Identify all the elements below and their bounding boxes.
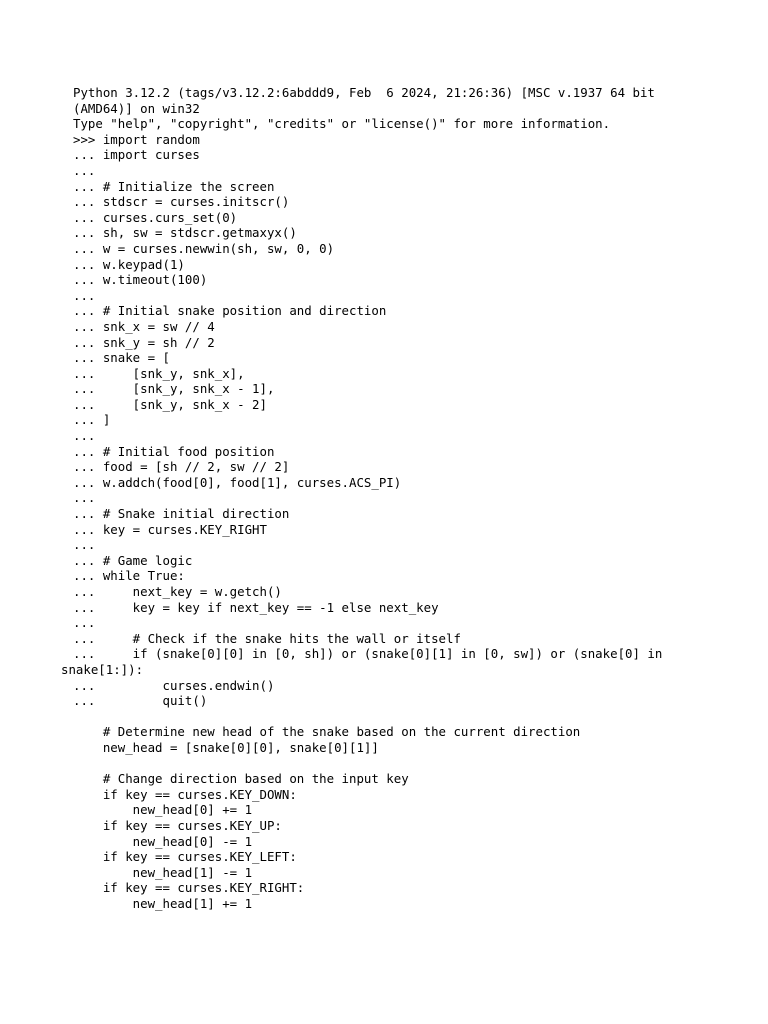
console-line: ... w.timeout(100) [73,272,208,288]
console-line: ... w.keypad(1) [73,256,185,272]
console-line: ... w.addch(food[0], food[1], curses.ACS_PI) [73,474,402,490]
console-line: ... curses.curs_set(0) [73,209,238,225]
console-line: ... [snk_y, snk_x - 1], [73,381,275,397]
console-line: ... quit() [73,693,208,709]
console-line: ... next_key = w.getch() [73,584,282,599]
console-line: ... food = [sh // 2, sw // 2] [73,459,290,475]
console-line [73,756,723,772]
console-line: new_head = [snake[0][0], snake[0][1]] [73,739,379,755]
console-line: ... # Snake initial direction [73,506,290,522]
console-line: ... sh, sw = stdscr.getmaxyx() [73,225,297,241]
console-line: if key == curses.KEY_LEFT: [73,849,297,865]
console-line: ... [73,162,96,178]
console-line: ... key = curses.KEY_RIGHT [73,521,267,537]
console-line: ... snk_x = sw // 4 [73,318,215,334]
console-line: ... ] [73,412,111,428]
console-line: ... w = curses.newwin(sh, sw, 0, 0) [73,240,335,256]
console-line [73,709,723,725]
console-line: # Determine new head of the snake based on the current direction [73,724,581,740]
console-line: ... [73,287,96,303]
console-line: ... stdscr = curses.initscr() [73,194,290,210]
console-line: ... [73,428,96,444]
console-line: >>> import random [73,131,200,147]
console-line: ... # Check if the snake hits the wall or itself [73,630,461,646]
console-line: ... [snk_y, snk_x - 2] [73,396,267,412]
console-line: new_head[1] += 1 [73,895,253,911]
console-line: ... curses.endwin() [73,677,275,693]
console-line: new_head[0] += 1 [73,802,253,818]
console-line: Python 3.12.2 (tags/v3.12.2:6abddd9, Feb 6 2024, 21:26:36) [MSC v.1937 64 bit [73,85,655,100]
console-line: ... while True: [73,568,185,584]
console-line: ... [73,490,96,506]
console-line: if key == curses.KEY_DOWN: [73,786,297,802]
console-line: if key == curses.KEY_RIGHT: [73,880,305,896]
console-line: ... # Initialize the screen [73,178,275,194]
python-shell-output[interactable] [61,85,723,911]
console-line: ... snake = [ [73,350,170,366]
console-line: ... import curses [73,147,200,163]
console-line: ... [73,615,96,631]
console-line: ... [73,537,96,553]
console-line: ... # Game logic [73,552,193,568]
console-line: if key == curses.KEY_UP: [73,817,282,833]
console-line: ... # Initial snake position and direction [73,303,387,319]
console-line: Type "help", "copyright", "credits" or "license()" for more information. [73,116,611,132]
console-line: new_head[1] -= 1 [73,864,253,880]
console-line: new_head[0] -= 1 [73,833,253,849]
console-line: snake[1:]): [61,661,144,677]
console-line: ... [snk_y, snk_x], [73,365,245,381]
console-line: (AMD64)] on win32 [73,100,200,116]
console-line: ... key = key if next_key == -1 else next_key [73,599,439,615]
console-line: # Change direction based on the input key [73,771,409,787]
console-line: ... snk_y = sh // 2 [73,334,215,350]
console-line: ... # Initial food position [73,443,275,459]
console-line: ... if (snake[0][0] in [0, sh]) or (snake[0][1] in [0, sw]) or (snake[0] in [73,646,663,662]
